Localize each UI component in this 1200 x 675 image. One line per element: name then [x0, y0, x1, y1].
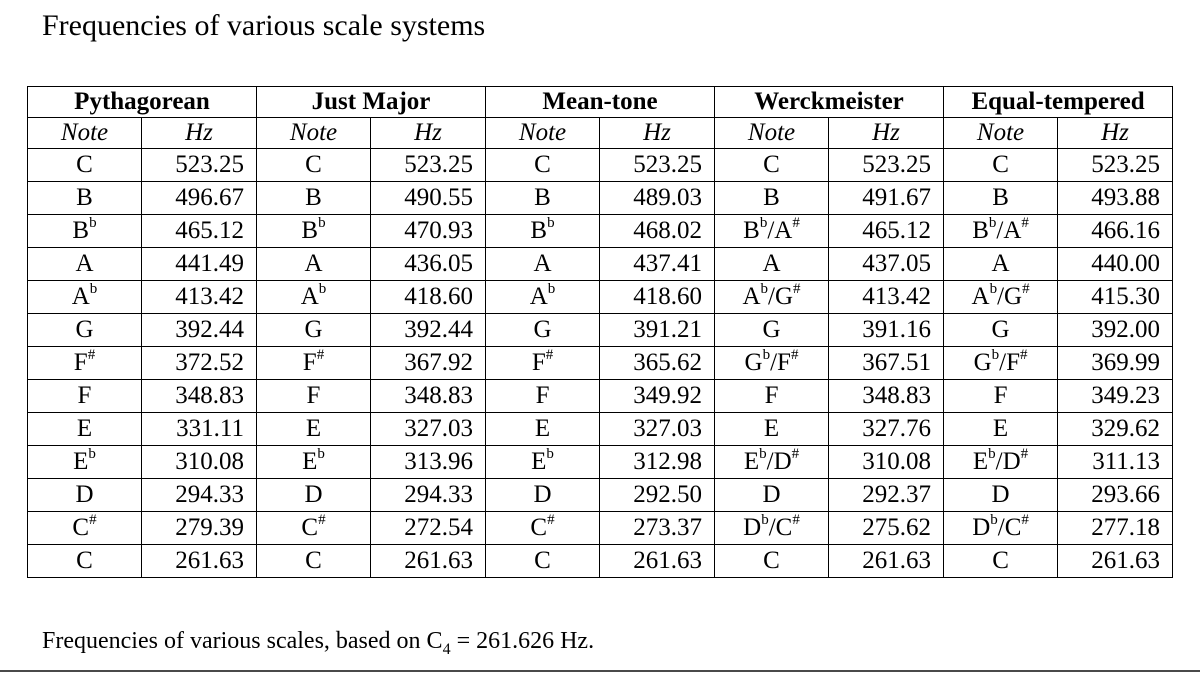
note-cell [715, 479, 829, 512]
note-cell [486, 479, 600, 512]
table-row [28, 512, 1173, 545]
accidental-mark: # [318, 511, 326, 528]
note-cell [715, 314, 829, 347]
frequency-cell: 413.42 [142, 281, 257, 314]
note-name: A [304, 250, 323, 277]
note-name: A [533, 250, 552, 277]
hz-column-header: Hz [142, 118, 257, 149]
note-name: C [72, 514, 90, 541]
system-header: Equal-tempered [944, 87, 1173, 118]
frequency-cell: 327.03 [371, 413, 486, 446]
note-name: F [73, 349, 88, 376]
note-cell [28, 512, 142, 545]
note-name: A [991, 250, 1010, 277]
frequency-cell: 349.23 [1058, 380, 1173, 413]
note-column-header: Note [28, 118, 142, 149]
note-name: A [75, 250, 94, 277]
note-cell [944, 347, 1058, 380]
note-cell [28, 347, 142, 380]
accidental-mark: b [990, 511, 998, 528]
table-row [28, 314, 1173, 347]
frequency-cell: 367.51 [829, 347, 944, 380]
enharmonic-accidental-mark: # [792, 214, 800, 231]
frequency-cell: 496.67 [142, 182, 257, 215]
note-name: G [75, 316, 94, 343]
note-cell [257, 182, 371, 215]
frequency-cell: 261.63 [829, 545, 944, 578]
accidental-mark: # [547, 511, 555, 528]
frequency-cell: 437.41 [600, 248, 715, 281]
enharmonic-note-name: /C [997, 514, 1022, 541]
note-name: C [301, 514, 319, 541]
enharmonic-accidental-mark: # [1021, 511, 1029, 528]
note-cell [28, 413, 142, 446]
frequency-cell: 523.25 [371, 149, 486, 182]
note-cell [257, 314, 371, 347]
enharmonic-accidental-mark: # [1021, 214, 1029, 231]
table-row [28, 545, 1173, 578]
enharmonic-accidental-mark: # [791, 445, 800, 462]
frequency-cell: 367.92 [371, 347, 486, 380]
note-name: F [306, 382, 321, 409]
note-name: B [305, 184, 322, 211]
frequency-cell: 413.42 [829, 281, 944, 314]
note-name: A [71, 283, 90, 310]
note-name: A [742, 283, 761, 310]
accidental-mark: # [89, 511, 97, 528]
note-cell [715, 380, 829, 413]
accidental-mark: # [87, 346, 96, 363]
note-cell [715, 347, 829, 380]
note-name: G [991, 316, 1010, 343]
frequency-cell: 272.54 [371, 512, 486, 545]
note-column-header: Note [257, 118, 371, 149]
note-cell [28, 314, 142, 347]
note-name: B [76, 184, 93, 211]
accidental-mark: b [991, 346, 1000, 363]
frequency-cell: 261.63 [600, 545, 715, 578]
hz-column-header: Hz [600, 118, 715, 149]
frequency-cell: 293.66 [1058, 479, 1173, 512]
frequency-cell: 465.12 [142, 215, 257, 248]
frequency-cell: 312.98 [600, 446, 715, 479]
note-name: D [743, 514, 762, 541]
note-cell [28, 182, 142, 215]
note-name: C [76, 151, 93, 178]
note-name: F [535, 382, 550, 409]
caption-prefix: Frequencies of various scales, based on C [42, 628, 443, 654]
note-name: D [75, 481, 94, 508]
caption [42, 626, 594, 656]
note-name: B [763, 184, 780, 211]
note-cell [486, 347, 600, 380]
frequency-cell: 261.63 [142, 545, 257, 578]
note-cell [944, 446, 1058, 479]
table-row [28, 446, 1173, 479]
note-name: D [972, 514, 991, 541]
accidental-mark: b [759, 445, 767, 462]
note-name: B [972, 217, 989, 244]
accidental-mark: b [318, 280, 327, 297]
frequency-cell: 292.50 [600, 479, 715, 512]
enharmonic-note-name: /D [995, 448, 1021, 475]
note-name: B [72, 217, 90, 244]
frequency-cell: 489.03 [600, 182, 715, 215]
enharmonic-note-name: /G [997, 283, 1023, 310]
frequency-cell: 349.92 [600, 380, 715, 413]
note-name: G [533, 316, 552, 343]
note-cell [257, 347, 371, 380]
table-row [28, 182, 1173, 215]
note-cell [486, 413, 600, 446]
frequency-cell: 418.60 [600, 281, 715, 314]
frequency-table [27, 86, 1173, 578]
note-cell [715, 248, 829, 281]
frequency-cell: 523.25 [1058, 149, 1173, 182]
note-name: E [972, 448, 989, 475]
note-cell [257, 281, 371, 314]
table-body [28, 149, 1173, 578]
note-cell [715, 413, 829, 446]
caption-suffix: = 261.626 Hz. [450, 628, 595, 654]
note-cell [944, 512, 1058, 545]
accidental-mark: b [989, 280, 998, 297]
frequency-cell: 391.16 [829, 314, 944, 347]
note-name: C [530, 514, 548, 541]
note-name: C [992, 151, 1009, 178]
enharmonic-note-name: /D [766, 448, 792, 475]
note-cell [257, 446, 371, 479]
frequency-cell: 277.18 [1058, 512, 1173, 545]
note-name: F [77, 382, 92, 409]
note-cell [28, 248, 142, 281]
note-name: D [533, 481, 552, 508]
note-name: C [305, 547, 322, 574]
enharmonic-note-name: /F [999, 349, 1020, 376]
frequency-cell: 273.37 [600, 512, 715, 545]
frequency-cell: 327.03 [600, 413, 715, 446]
note-cell [486, 248, 600, 281]
accidental-mark: b [988, 445, 996, 462]
frequency-cell: 294.33 [371, 479, 486, 512]
enharmonic-note-name: /A [996, 217, 1022, 244]
accidental-mark: b [546, 445, 554, 462]
note-cell [715, 512, 829, 545]
note-cell [486, 545, 600, 578]
note-cell [28, 479, 142, 512]
note-name: C [992, 547, 1009, 574]
frequency-cell: 392.44 [371, 314, 486, 347]
note-name: A [762, 250, 781, 277]
note-cell [257, 380, 371, 413]
note-cell [257, 512, 371, 545]
frequency-cell: 365.62 [600, 347, 715, 380]
frequency-cell: 329.62 [1058, 413, 1173, 446]
enharmonic-accidental-mark: # [793, 280, 801, 297]
note-cell [715, 215, 829, 248]
table-row [28, 281, 1173, 314]
note-name: E [992, 415, 1009, 442]
table-row [28, 215, 1173, 248]
frequency-cell: 348.83 [829, 380, 944, 413]
frequency-cell: 523.25 [600, 149, 715, 182]
note-cell [944, 281, 1058, 314]
note-name: B [992, 184, 1009, 211]
frequency-cell: 327.76 [829, 413, 944, 446]
note-cell [715, 281, 829, 314]
note-cell [944, 215, 1058, 248]
frequency-cell: 468.02 [600, 215, 715, 248]
note-name: G [973, 349, 992, 376]
note-name: F [993, 382, 1008, 409]
note-cell [28, 149, 142, 182]
note-name: D [304, 481, 323, 508]
frequency-cell: 392.00 [1058, 314, 1173, 347]
note-cell [944, 545, 1058, 578]
frequency-cell: 279.39 [142, 512, 257, 545]
note-cell [257, 413, 371, 446]
column-header-row [28, 118, 1173, 149]
note-name: E [743, 448, 760, 475]
note-name: E [73, 448, 89, 475]
note-name: E [531, 448, 547, 475]
note-name: G [762, 316, 781, 343]
note-cell [944, 248, 1058, 281]
enharmonic-note-name: /C [768, 514, 793, 541]
note-cell [944, 182, 1058, 215]
note-name: E [76, 415, 93, 442]
note-cell [715, 545, 829, 578]
note-cell [257, 215, 371, 248]
frequency-cell: 313.96 [371, 446, 486, 479]
note-cell [715, 446, 829, 479]
accidental-mark: b [762, 346, 771, 363]
enharmonic-accidental-mark: # [792, 511, 800, 528]
frequency-cell: 331.11 [142, 413, 257, 446]
note-column-header: Note [944, 118, 1058, 149]
enharmonic-note-name: /G [768, 283, 794, 310]
note-cell [944, 314, 1058, 347]
hz-column-header: Hz [829, 118, 944, 149]
note-cell [28, 380, 142, 413]
accidental-mark: b [89, 214, 97, 231]
note-name: A [529, 283, 548, 310]
note-cell [486, 182, 600, 215]
caption-subscript: 4 [442, 640, 451, 658]
note-cell [486, 512, 600, 545]
frequency-cell: 436.05 [371, 248, 486, 281]
frequency-cell: 437.05 [829, 248, 944, 281]
accidental-mark: b [89, 280, 98, 297]
note-cell [944, 380, 1058, 413]
accidental-mark: b [759, 214, 768, 231]
frequency-cell: 310.08 [829, 446, 944, 479]
frequency-cell: 418.60 [371, 281, 486, 314]
frequency-cell: 523.25 [142, 149, 257, 182]
table-row [28, 479, 1173, 512]
accidental-mark: b [318, 214, 326, 231]
note-cell [486, 314, 600, 347]
frequency-cell: 470.93 [371, 215, 486, 248]
accidental-mark: b [317, 445, 325, 462]
system-header: Mean-tone [486, 87, 715, 118]
note-cell [486, 380, 600, 413]
note-cell [944, 479, 1058, 512]
accidental-mark: # [316, 346, 325, 363]
note-name: C [305, 151, 322, 178]
frequency-cell: 491.67 [829, 182, 944, 215]
note-name: B [301, 217, 319, 244]
system-header: Werckmeister [715, 87, 944, 118]
table-row [28, 149, 1173, 182]
frequency-cell: 292.37 [829, 479, 944, 512]
system-header: Just Major [257, 87, 486, 118]
note-name: D [991, 481, 1010, 508]
frequency-cell: 261.63 [371, 545, 486, 578]
hz-column-header: Hz [1058, 118, 1173, 149]
system-header: Pythagorean [28, 87, 257, 118]
frequency-cell: 294.33 [142, 479, 257, 512]
note-name: E [302, 448, 318, 475]
enharmonic-accidental-mark: # [1019, 346, 1028, 363]
note-cell [486, 281, 600, 314]
frequency-cell: 310.08 [142, 446, 257, 479]
note-cell [257, 545, 371, 578]
note-cell [715, 182, 829, 215]
note-name: E [534, 415, 551, 442]
frequency-cell: 490.55 [371, 182, 486, 215]
system-header-row [28, 87, 1173, 118]
note-name: C [534, 547, 551, 574]
frequency-cell: 372.52 [142, 347, 257, 380]
bottom-divider [0, 670, 1200, 672]
frequency-cell: 415.30 [1058, 281, 1173, 314]
enharmonic-accidental-mark: # [1020, 445, 1029, 462]
note-cell [944, 149, 1058, 182]
note-name: G [304, 316, 323, 343]
note-name: A [300, 283, 319, 310]
note-name: D [762, 481, 781, 508]
enharmonic-accidental-mark: # [790, 346, 799, 363]
note-cell [257, 479, 371, 512]
note-name: C [763, 151, 780, 178]
note-cell [28, 545, 142, 578]
frequency-cell: 493.88 [1058, 182, 1173, 215]
note-cell [28, 215, 142, 248]
note-name: E [305, 415, 322, 442]
note-name: A [971, 283, 990, 310]
accidental-mark: b [547, 214, 555, 231]
note-name: G [744, 349, 763, 376]
frequency-cell: 391.21 [600, 314, 715, 347]
note-cell [28, 281, 142, 314]
frequency-cell: 369.99 [1058, 347, 1173, 380]
note-name: F [302, 349, 317, 376]
accidental-mark: b [761, 511, 769, 528]
note-cell [257, 248, 371, 281]
note-cell [715, 149, 829, 182]
note-name: B [530, 217, 548, 244]
frequency-cell: 466.16 [1058, 215, 1173, 248]
note-name: E [763, 415, 780, 442]
accidental-mark: b [547, 280, 556, 297]
page-title: Frequencies of various scale systems [42, 9, 486, 42]
frequency-cell: 392.44 [142, 314, 257, 347]
note-cell [486, 446, 600, 479]
frequency-cell: 348.83 [142, 380, 257, 413]
note-column-header: Note [486, 118, 600, 149]
note-cell [944, 413, 1058, 446]
frequency-cell: 275.62 [829, 512, 944, 545]
accidental-mark: # [545, 346, 554, 363]
enharmonic-accidental-mark: # [1022, 280, 1030, 297]
note-cell [486, 215, 600, 248]
table-row [28, 413, 1173, 446]
accidental-mark: b [760, 280, 769, 297]
enharmonic-note-name: /A [767, 217, 793, 244]
frequency-cell: 441.49 [142, 248, 257, 281]
note-name: C [534, 151, 551, 178]
frequency-cell: 348.83 [371, 380, 486, 413]
table-row [28, 248, 1173, 281]
note-name: B [534, 184, 551, 211]
note-name: C [763, 547, 780, 574]
frequency-cell: 311.13 [1058, 446, 1173, 479]
table-row [28, 380, 1173, 413]
note-column-header: Note [715, 118, 829, 149]
hz-column-header: Hz [371, 118, 486, 149]
frequency-cell: 440.00 [1058, 248, 1173, 281]
frequency-cell: 465.12 [829, 215, 944, 248]
accidental-mark: b [88, 445, 96, 462]
note-name: C [76, 547, 93, 574]
enharmonic-note-name: /F [770, 349, 791, 376]
note-cell [257, 149, 371, 182]
note-name: F [764, 382, 779, 409]
frequency-cell: 523.25 [829, 149, 944, 182]
accidental-mark: b [988, 214, 997, 231]
table-row [28, 347, 1173, 380]
note-cell [28, 446, 142, 479]
note-cell [486, 149, 600, 182]
frequency-cell: 261.63 [1058, 545, 1173, 578]
note-name: F [531, 349, 546, 376]
note-name: B [743, 217, 760, 244]
